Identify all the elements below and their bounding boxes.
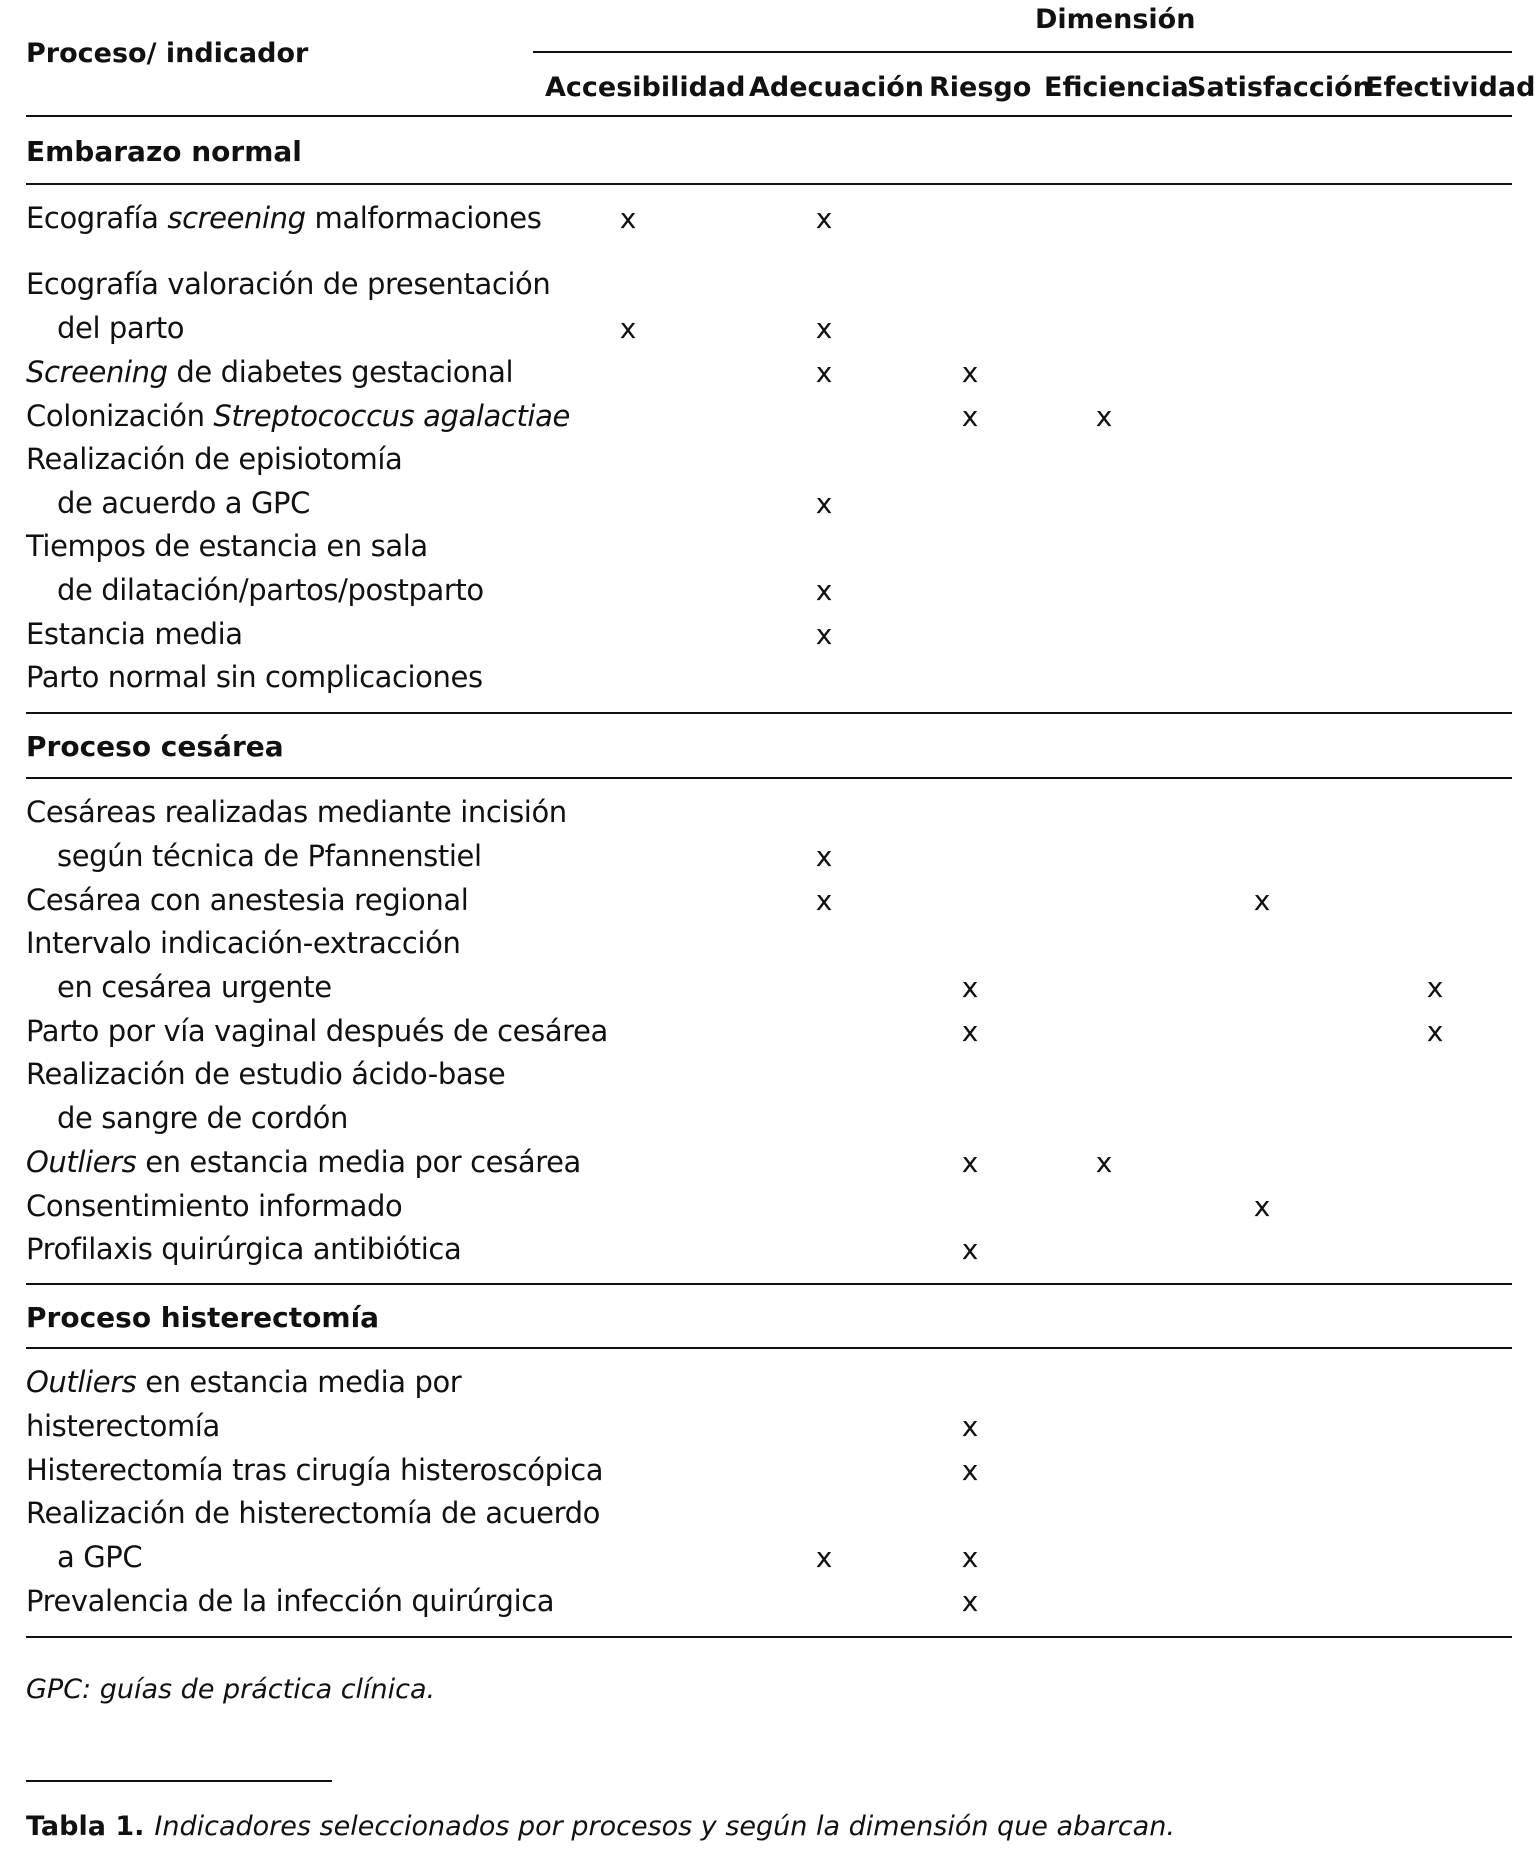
- caption-label: Tabla 1.: [26, 1811, 145, 1842]
- indicator-text: [26, 1014, 608, 1048]
- indicator-text: [26, 1584, 554, 1618]
- col-accesibilidad: Accesibilidad: [545, 72, 746, 103]
- italic-term: Screening: [26, 355, 168, 389]
- check-mark: x: [1426, 1015, 1444, 1048]
- indicator-text: [57, 486, 310, 520]
- indicator-text: [57, 1101, 348, 1135]
- check-mark: x: [619, 202, 637, 235]
- process-indicator-header: Proceso/ indicador: [26, 38, 309, 69]
- section-title: Embarazo normal: [26, 135, 302, 168]
- col-eficiencia: Eficiencia: [1044, 72, 1189, 103]
- indicator-text: [26, 1189, 402, 1223]
- text-run: de sangre de cordón: [57, 1101, 348, 1135]
- indicator-text: [26, 883, 468, 917]
- indicator-text: [26, 529, 428, 563]
- italic-term: Outliers: [26, 1365, 137, 1399]
- dimension-rule: [533, 51, 1512, 53]
- text-run: Realización de histerectomía de acuerdo: [26, 1496, 600, 1530]
- text-run: a GPC: [57, 1540, 143, 1574]
- indicator-text: [57, 573, 484, 607]
- section-title: Proceso histerectomía: [26, 1301, 380, 1334]
- text-run: en estancia media por cesárea: [136, 1145, 581, 1179]
- section-rule: [26, 1347, 1512, 1349]
- header-rule: [26, 115, 1512, 117]
- section-title: Proceso cesárea: [26, 730, 284, 763]
- text-run: en cesárea urgente: [57, 970, 332, 1004]
- section-end-rule: [26, 1636, 1512, 1638]
- check-mark: x: [961, 1541, 979, 1574]
- section-rule: [26, 777, 1512, 779]
- col-satisfaccion: Satisfacción: [1187, 72, 1372, 103]
- indicator-text: [57, 970, 332, 1004]
- check-mark: x: [961, 1233, 979, 1266]
- text-run: Intervalo indicación-extracción: [26, 926, 461, 960]
- text-run: Ecografía valoración de presentación: [26, 267, 551, 301]
- section-end-rule: [26, 1283, 1512, 1285]
- indicator-text: [26, 1232, 461, 1266]
- indicator-text: [26, 1496, 600, 1530]
- text-run: Parto por vía vaginal después de cesárea: [26, 1014, 608, 1048]
- indicator-text: [26, 267, 550, 301]
- indicator-text: [26, 926, 460, 960]
- indicator-text: [26, 1057, 505, 1091]
- check-mark: x: [961, 400, 979, 433]
- check-mark: x: [1095, 400, 1113, 433]
- col-adecuacion: Adecuación: [749, 72, 925, 103]
- text-run: según técnica de Pfannenstiel: [57, 839, 482, 873]
- indicator-text: [26, 442, 402, 476]
- text-run: Estancia media: [26, 617, 243, 651]
- indicator-text: [57, 839, 482, 873]
- text-run: Consentimiento informado: [26, 1189, 403, 1223]
- check-mark: x: [815, 884, 833, 917]
- check-mark: x: [961, 356, 979, 389]
- text-run: de dilatación/partos/postparto: [57, 573, 484, 607]
- indicator-text: [57, 1540, 142, 1574]
- check-mark: x: [815, 312, 833, 345]
- check-mark: x: [961, 1585, 979, 1618]
- section-end-rule: [26, 712, 1512, 714]
- check-mark: x: [1426, 971, 1444, 1004]
- italic-term: screening: [167, 201, 306, 235]
- indicator-text: [26, 355, 513, 389]
- indicator-text: [26, 1145, 581, 1179]
- section-rule: [26, 183, 1512, 185]
- check-mark: x: [815, 356, 833, 389]
- italic-term: Outliers: [26, 1145, 137, 1179]
- indicator-text: [57, 311, 184, 345]
- check-mark: x: [961, 1454, 979, 1487]
- indicator-text: [26, 617, 243, 651]
- text-run: Cesárea con anestesia regional: [26, 883, 469, 917]
- indicator-text: [26, 1409, 220, 1443]
- text-run: del parto: [57, 311, 185, 345]
- text-run: Histerectomía tras cirugía histeroscópica: [26, 1453, 604, 1487]
- text-run: Realización de episiotomía: [26, 442, 403, 476]
- check-mark: x: [961, 1015, 979, 1048]
- check-mark: x: [619, 312, 637, 345]
- italic-term: Streptococcus agalactiae: [213, 399, 570, 433]
- table-caption: [26, 1811, 1175, 1842]
- caption-text: Indicadores seleccionados por procesos y según la dimensión que abarcan.: [154, 1811, 1175, 1842]
- check-mark: x: [815, 1541, 833, 1574]
- text-run: malformaciones: [305, 201, 542, 235]
- col-efectividad: Efectividad: [1365, 72, 1536, 103]
- footnote: GPC: guías de práctica clínica.: [26, 1674, 436, 1705]
- text-run: Parto normal sin complicaciones: [26, 660, 483, 694]
- indicator-text: [26, 399, 570, 433]
- indicator-text: [26, 660, 483, 694]
- text-run: Colonización: [26, 399, 214, 433]
- text-run: Cesáreas realizadas mediante incisión: [26, 795, 567, 829]
- check-mark: x: [961, 1410, 979, 1443]
- text-run: de acuerdo a GPC: [57, 486, 310, 520]
- indicator-text: [26, 1365, 461, 1399]
- text-run: Ecografía: [26, 201, 168, 235]
- text-run: Realización de estudio ácido-base: [26, 1057, 506, 1091]
- check-mark: x: [815, 574, 833, 607]
- indicator-text: [26, 1453, 603, 1487]
- text-run: histerectomía: [26, 1409, 220, 1443]
- check-mark: x: [1253, 884, 1271, 917]
- text-run: Profilaxis quirúrgica antibiótica: [26, 1232, 462, 1266]
- check-mark: x: [815, 618, 833, 651]
- check-mark: x: [1095, 1146, 1113, 1179]
- text-run: Prevalencia de la infección quirúrgica: [26, 1584, 555, 1618]
- caption-rule: [26, 1780, 332, 1782]
- indicator-text: [26, 201, 541, 235]
- indicator-text: [26, 795, 567, 829]
- check-mark: x: [961, 971, 979, 1004]
- col-riesgo: Riesgo: [929, 72, 1032, 103]
- check-mark: x: [815, 487, 833, 520]
- text-run: Tiempos de estancia en sala: [26, 529, 428, 563]
- text-run: en estancia media por: [136, 1365, 462, 1399]
- check-mark: x: [1253, 1190, 1271, 1223]
- check-mark: x: [815, 840, 833, 873]
- check-mark: x: [961, 1146, 979, 1179]
- text-run: de diabetes gestacional: [167, 355, 514, 389]
- dimension-header: Dimensión: [1035, 4, 1196, 35]
- check-mark: x: [815, 202, 833, 235]
